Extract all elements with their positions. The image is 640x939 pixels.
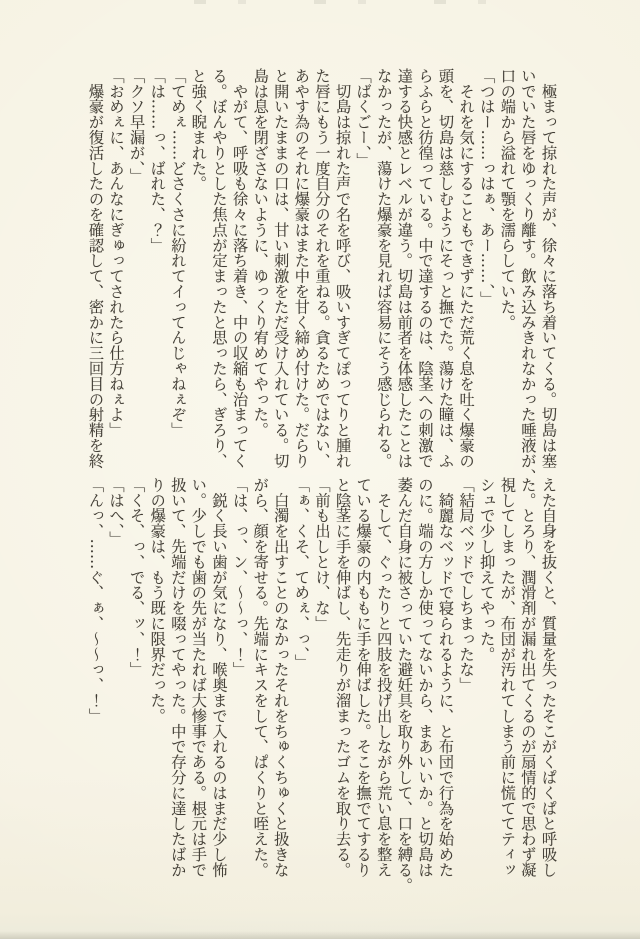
text-line: 鋭く長い歯が気になり、喉奥まで入れるのはまだ少し怖 — [210, 477, 229, 878]
text-line: あやす為のそれに爆豪はまた中を甘く締め付けた。だらり — [292, 68, 311, 469]
text-line: 頭を、切島は慈しむようにそっと撫でた。蕩けた瞳は、ふ — [437, 68, 456, 469]
text-line: 「は……っ、ばれた、？」 — [148, 68, 167, 253]
text-line: ている爆豪の内ももに手を伸ばした。そこを撫でてするり — [354, 477, 373, 878]
text-line: た。とろり、潤滑剤が漏れ出てくるのが扇情的で思わず凝 — [519, 477, 538, 878]
text-line: やがて、呼吸も徐々に落ち着き、中の収縮も治まってく — [231, 68, 250, 469]
text-line: りの爆豪は、もう既に限界だった。 — [148, 477, 167, 724]
text-line: 「てめぇ……どさくさに紛れてイってんじゃねぇぞ」 — [169, 68, 188, 438]
lower-text-block — [85, 477, 559, 893]
text-line: 「くそ、っ、でる、ッ、！」 — [128, 477, 147, 678]
text-line: 「はへ、」 — [107, 477, 126, 547]
text-line: る。ぼんやりとした焦点が定まったと思ったら、ぎろり、 — [210, 68, 229, 469]
text-line: がら、顔を寄せる。先端にキスをして、ぱくりと咥えた。 — [251, 477, 270, 878]
text-line: なかったが、蕩けた爆豪を見れば容易にそう感じられる。 — [375, 68, 394, 469]
text-line: 白濁を出すことのなかったそれをちゅくちゅくと扱きな — [272, 477, 291, 878]
text-line: 「ばくごー、」 — [354, 68, 373, 169]
text-line: そして、ぐったりと四肢を投げ出しながら荒い息を整え — [375, 477, 394, 878]
text-line: らふらと彷徨っている。中で達するのは、陰茎への刺激で — [416, 68, 435, 469]
text-line: 「は、っ、ン、〜〜っ、！」 — [231, 477, 250, 678]
text-line: と強く睨まれた。 — [189, 68, 208, 192]
text-line: 極まって掠れた声が、徐々に落ち着いてくる。切島は塞 — [540, 68, 558, 469]
text-line: 「おめぇに、あんなにぎゅってされたら仕方ねぇよ」 — [107, 68, 126, 438]
text-line: 島は息を閉ざさないように、ゆっくり宥めてやった。 — [251, 68, 270, 438]
text-line: えた自身を抜くと、質量を失ったそこがくぱくぱと呼吸し — [540, 477, 558, 878]
upper-text-block — [85, 68, 559, 484]
text-line: た唇にもう一度自分のそれを重ねる。貪るためではない、 — [313, 68, 332, 469]
text-line: と陰茎に手を伸ばし、先走りが溜まったゴムを取り去る。 — [334, 477, 353, 878]
text-line: 爆豪が復活したのを確認して、密かに三回目の射精を終 — [86, 68, 105, 469]
text-line: いでいた唇をゆっくり離す。飲み込みきれなかった唾液が、 — [519, 68, 538, 484]
text-line: 達する快感とレベルが違う。切島は前者を体感したことは — [395, 68, 414, 469]
text-line: シュで少し抑えてやった。 — [478, 477, 497, 662]
scan-artifact-bottom-edge — [0, 931, 640, 939]
text-line: 「クソ早漏が、」 — [128, 68, 147, 184]
text-line: 口の端から溢れて顎を濡らしていた。 — [498, 68, 517, 330]
text-line: 萎んだ自身に被さっていた避妊具を取り外して、口を縛る。 — [395, 477, 414, 893]
text-line: 「ぁ、くそ、てめぇ、っ、」 — [292, 477, 311, 670]
text-line: 「結局ベッドでしちまったな」 — [457, 477, 476, 693]
text-line: のに。端の方しか使ってないから、まあいいか。と切島は — [416, 477, 435, 878]
scan-artifact-top-edge — [160, 0, 490, 4]
text-line: それを気にすることもできずにただ荒く息を吐く爆豪の — [457, 68, 476, 469]
text-line: 視してしまったが、布団が汚れてしまう前に慌ててティッ — [498, 477, 517, 878]
text-line: 「つはー……っはぁ、あー……、」 — [478, 68, 497, 307]
text-line: 「前も出しとけ、な」 — [313, 477, 332, 631]
text-line: と開いたままの口は、甘い刺激をただ受け入れている。切 — [272, 68, 291, 469]
text-line: 切島は掠れた声で名を呼び、吸いすぎてぽってりと腫れ — [334, 68, 353, 469]
text-line: 扱いて、先端だけを啜ってやった。中で存分に達したばか — [169, 477, 188, 878]
text-line: 「んっ、……ぐ、ぁ、〜〜っ、！」 — [86, 477, 105, 724]
text-line: 綺麗なベッドで寝られるように、と布団で行為を始めた — [437, 477, 456, 878]
text-line: い。少しでも歯の先が当たれば大惨事である。根元は手で — [189, 477, 208, 878]
